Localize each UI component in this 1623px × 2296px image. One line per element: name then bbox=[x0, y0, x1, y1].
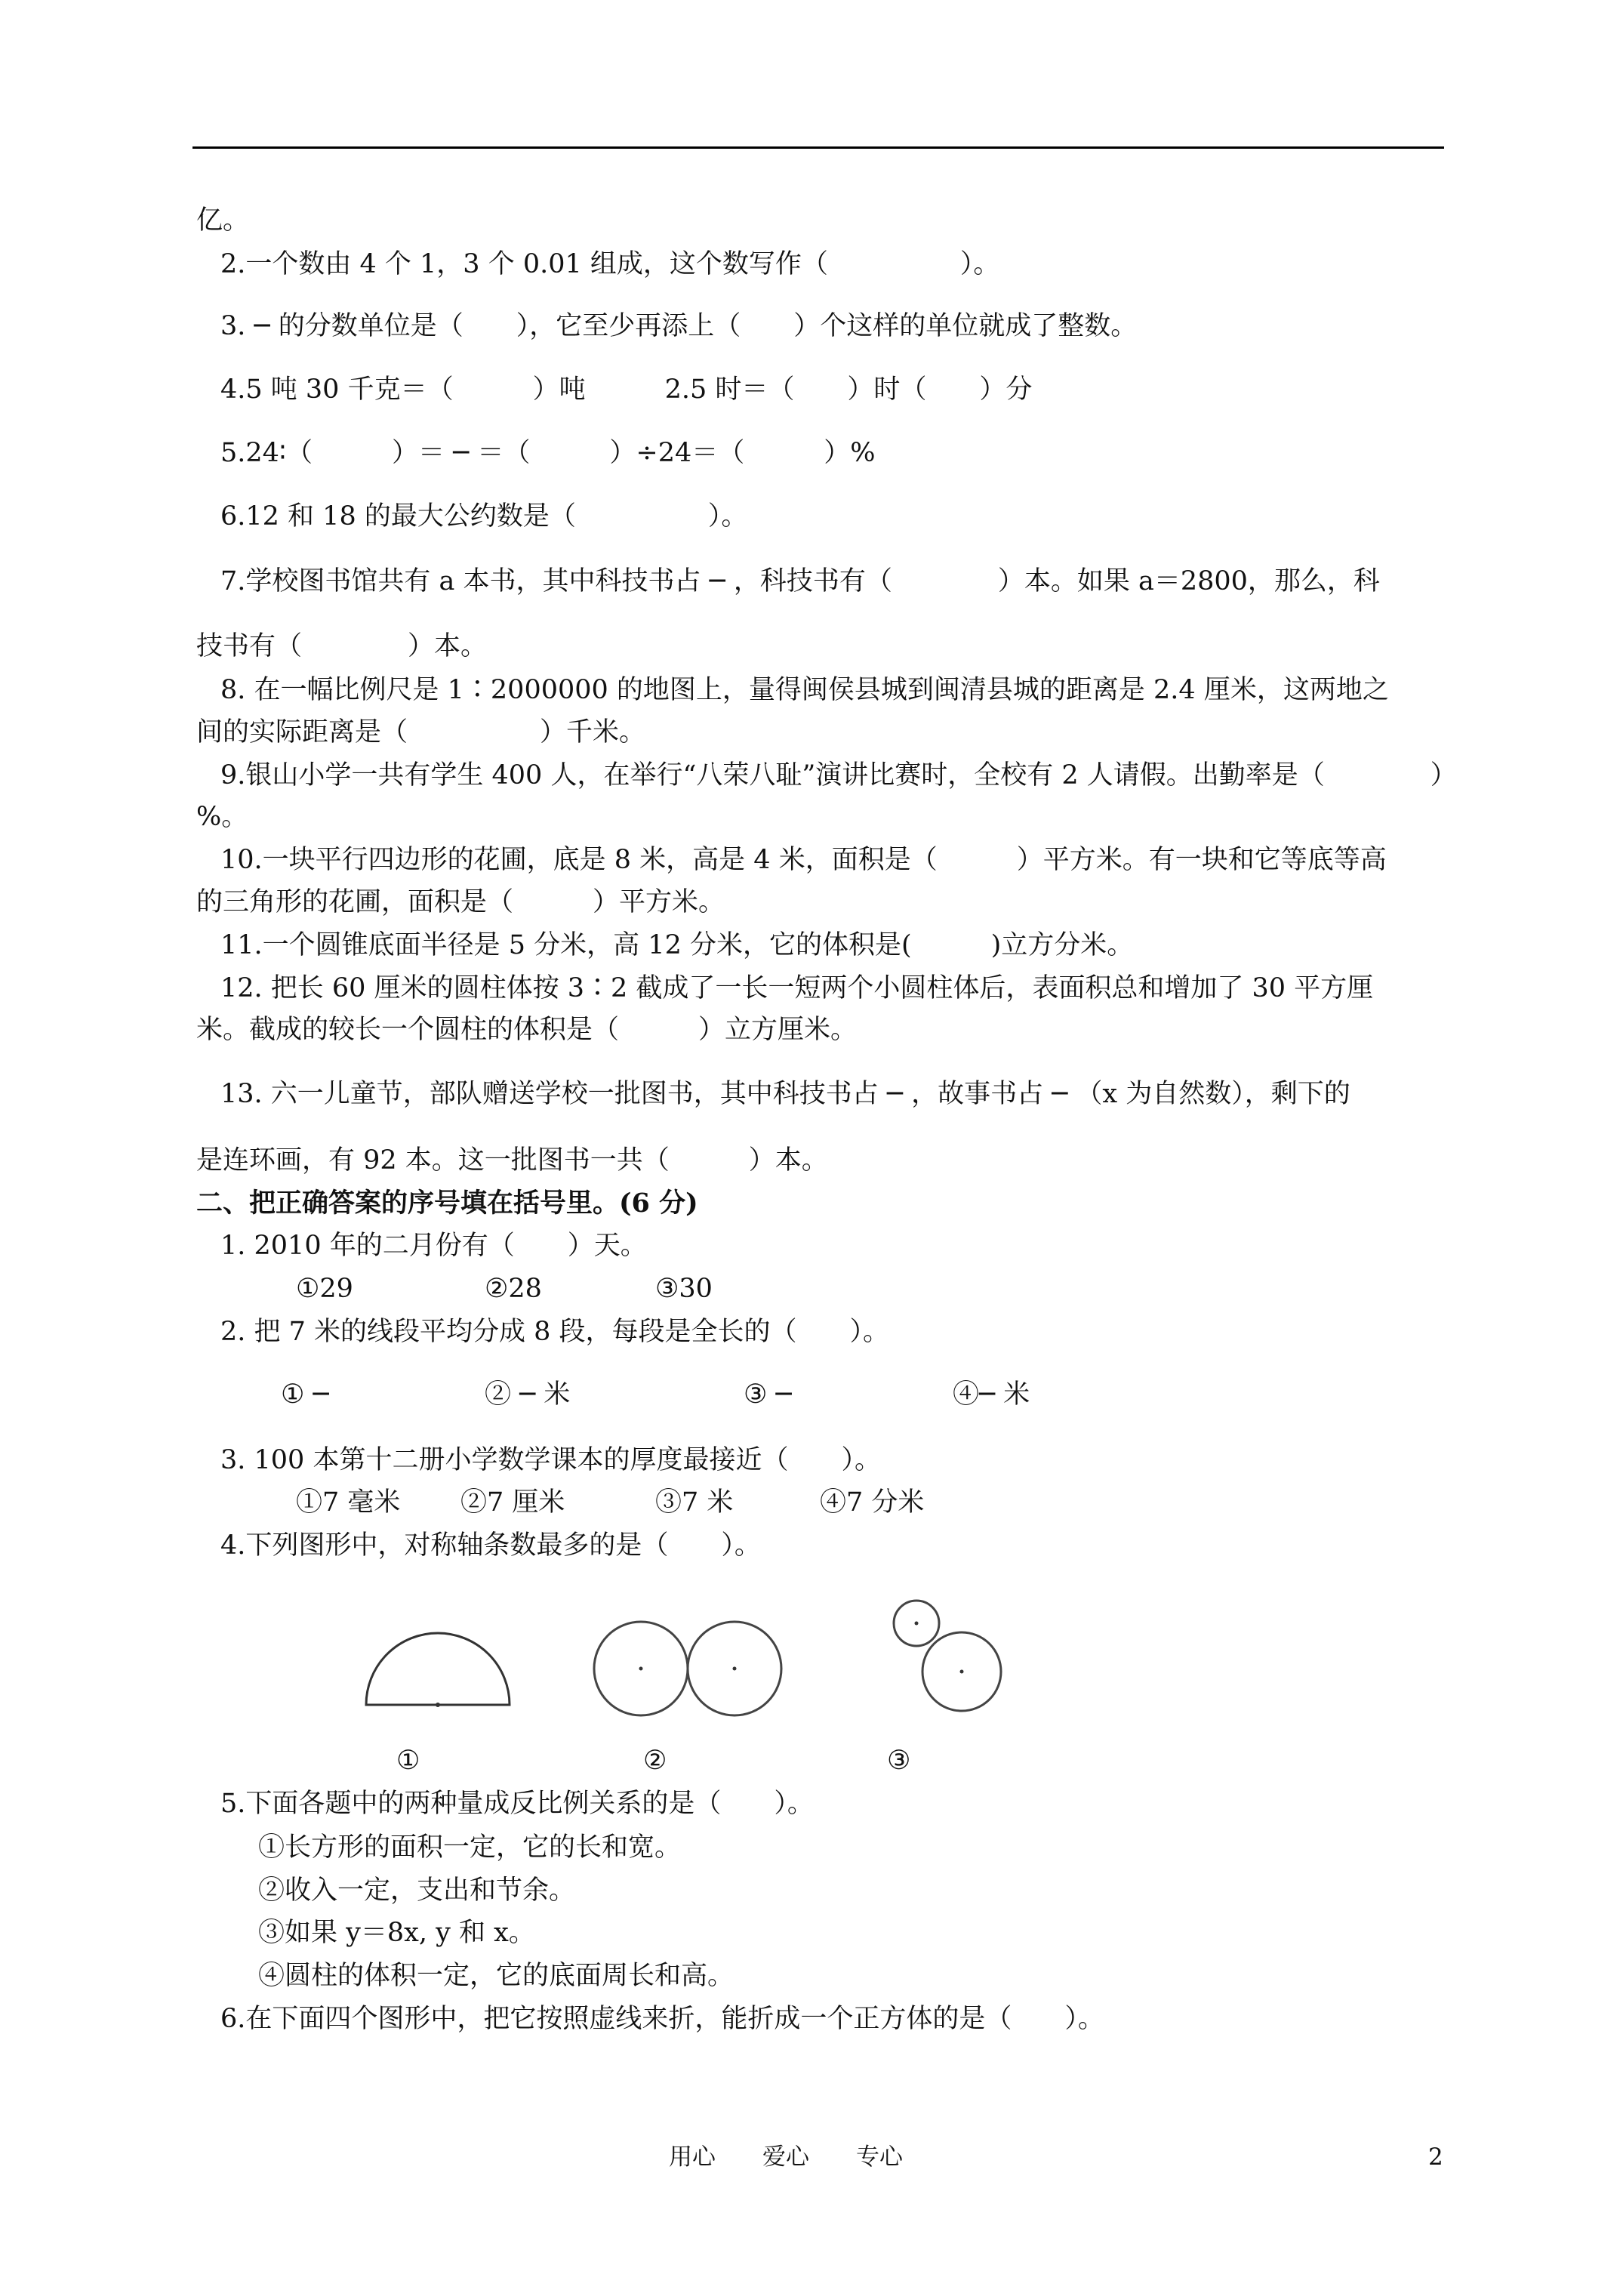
choice-question-5: 5.下面各题中的两种量成反比例关系的是（ ）。 bbox=[220, 1789, 814, 1819]
choice-question-4: 4.下列图形中，对称轴条数最多的是（ ）。 bbox=[220, 1530, 761, 1561]
text-line: 米。截成的较长一个圆柱的体积是（ ）立方厘米。 bbox=[196, 1015, 858, 1045]
header-rule bbox=[192, 146, 1444, 149]
choice-question-6: 6.在下面四个图形中，把它按照虚线来折，能折成一个正方体的是（ ）。 bbox=[220, 2004, 1104, 2034]
question-2: 2.一个数由 4 个 1，3 个 0.01 组成，这个数写作（ ）。 bbox=[220, 249, 1000, 279]
section-2-heading: 二、把正确答案的序号填在括号里。(6 分) bbox=[196, 1188, 698, 1219]
question-8: 8. 在一幅比例尺是 1∶2000000 的地图上，量得闽侯县城到闽清县城的距离是 2.4 厘米，这两地之 bbox=[220, 675, 1389, 705]
option-q1-3: ③30 bbox=[655, 1274, 713, 1304]
option-q2-1: ① ─ bbox=[281, 1379, 329, 1410]
semicircle-figure bbox=[355, 1616, 521, 1714]
text-line: %。 bbox=[196, 802, 248, 832]
two-equal-circles-figure bbox=[589, 1608, 808, 1729]
choice-question-3: 3. 100 本第十二册小学数学课本的厚度最接近（ ）。 bbox=[220, 1445, 881, 1475]
question-11: 11.一个圆锥底面半径是 5 分米，高 12 分米，它的体积是( )立方分米。 bbox=[220, 930, 1134, 960]
question-5: 5.24∶（ ）＝ ─ ＝（ ）÷24＝（ ）% bbox=[220, 438, 876, 468]
question-10: 10.一块平行四边形的花圃，底是 8 米，高是 4 米，面积是（ ）平方米。有一块和它等底等高 bbox=[220, 845, 1387, 875]
option-q3-3: ③7 米 bbox=[655, 1487, 734, 1518]
page-number: 2 bbox=[1428, 2143, 1443, 2171]
text-line: 间的实际距离是（ ）千米。 bbox=[196, 717, 646, 747]
question-6: 6.12 和 18 的最大公约数是（ ）。 bbox=[220, 501, 748, 532]
text-line: 亿。 bbox=[196, 205, 250, 236]
text-line: 技书有（ ）本。 bbox=[196, 631, 488, 661]
text-line: 的三角形的花圃，面积是（ ）平方米。 bbox=[196, 887, 725, 917]
question-3: 3. ─ 的分数单位是（ ），它至少再添上（ ）个这样的单位就成了整数。 bbox=[220, 311, 1138, 341]
figure-label-1: ① bbox=[396, 1746, 420, 1776]
text-line: 是连环画，有 92 本。这一批图书一共（ ）本。 bbox=[196, 1145, 828, 1176]
option-q3-2: ②7 厘米 bbox=[460, 1487, 565, 1518]
option-q2-3: ③ ─ bbox=[744, 1379, 792, 1410]
option-q5-2: ②收入一定，支出和节余。 bbox=[258, 1875, 576, 1906]
option-q5-4: ④圆柱的体积一定，它的底面周长和高。 bbox=[258, 1961, 735, 1991]
figure-label-2: ② bbox=[643, 1746, 667, 1776]
option-q3-4: ④7 分米 bbox=[820, 1487, 925, 1518]
question-7: 7.学校图书馆共有 a 本书，其中科技书占 ─ ，科技书有（ ）本。如果 a＝2800，那么，科 bbox=[220, 566, 1380, 596]
choice-question-1: 1. 2010 年的二月份有（ ）天。 bbox=[220, 1231, 647, 1261]
option-q5-3: ③如果 y＝8x, y 和 x。 bbox=[258, 1918, 535, 1948]
choice-question-2: 2. 把 7 米的线段平均分成 8 段，每段是全长的（ ）。 bbox=[220, 1317, 890, 1347]
option-q5-1: ①长方形的面积一定，它的长和宽。 bbox=[258, 1832, 682, 1863]
footer-text: 用心 爱心 专心 bbox=[669, 2143, 903, 2171]
option-q1-2: ②28 bbox=[485, 1274, 542, 1304]
option-q1-1: ①29 bbox=[296, 1274, 353, 1304]
option-q2-2: ② ─ 米 bbox=[485, 1379, 571, 1410]
two-unequal-circles-figure bbox=[883, 1586, 1012, 1721]
option-q3-1: ①7 毫米 bbox=[296, 1487, 401, 1518]
option-q2-4: ④─ 米 bbox=[953, 1379, 1030, 1410]
question-4: 4.5 吨 30 千克＝（ ）吨 2.5 时＝（ ）时（ ）分 bbox=[220, 374, 1033, 405]
question-13: 13. 六一儿童节，部队赠送学校一批图书，其中科技书占 ─ ，故事书占 ─ （x 为自然数），剩下的 bbox=[220, 1079, 1350, 1109]
question-12: 12. 把长 60 厘米的圆柱体按 3∶2 截成了一长一短两个小圆柱体后，表面积总和增加了 30 平方厘 bbox=[220, 973, 1374, 1003]
question-9: 9.银山小学一共有学生 400 人，在举行“八荣八耻”演讲比赛时，全校有 2 人请假。出勤率是（ ） bbox=[220, 760, 1457, 791]
figure-label-3: ③ bbox=[887, 1746, 911, 1776]
